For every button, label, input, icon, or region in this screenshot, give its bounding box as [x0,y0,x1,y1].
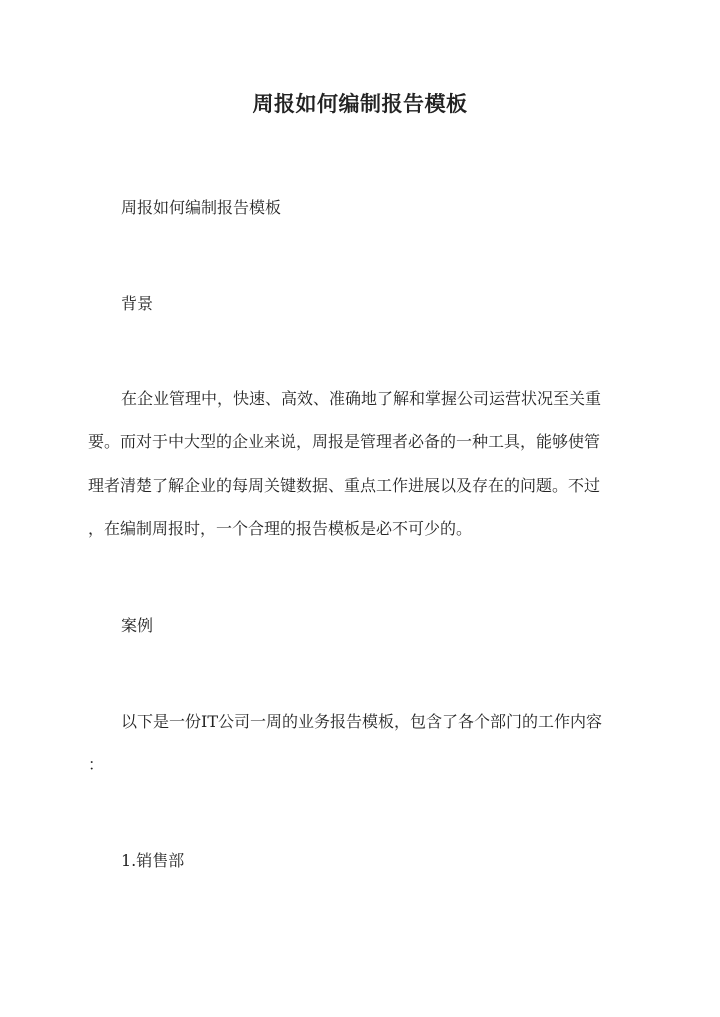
paragraph-line: 以下是一份IT公司一周的业务报告模板，包含了各个部门的工作内容 [121,712,602,731]
heading-background: 背景 [121,294,154,313]
paragraph-line: 要。而对于中大型的企业来说，周报是管理者必备的一种工具，能够使管 [88,432,601,451]
document-title: 周报如何编制报告模板 [252,91,468,116]
section-heading-sales: 1.销售部 [121,851,185,870]
heading-case: 案例 [121,616,154,635]
subtitle-line: 周报如何编制报告模板 [121,198,282,217]
paragraph-line: ： [88,755,105,774]
paragraph-line: 在企业管理中，快速、高效、准确地了解和掌握公司运营状况至关重 [121,389,602,408]
paragraph-line: 理者清楚了解企业的每周关键数据、重点工作进展以及存在的问题。不过 [88,476,601,495]
paragraph-line: ，在编制周报时，一个合理的报告模板是必不可少的。 [88,519,473,538]
